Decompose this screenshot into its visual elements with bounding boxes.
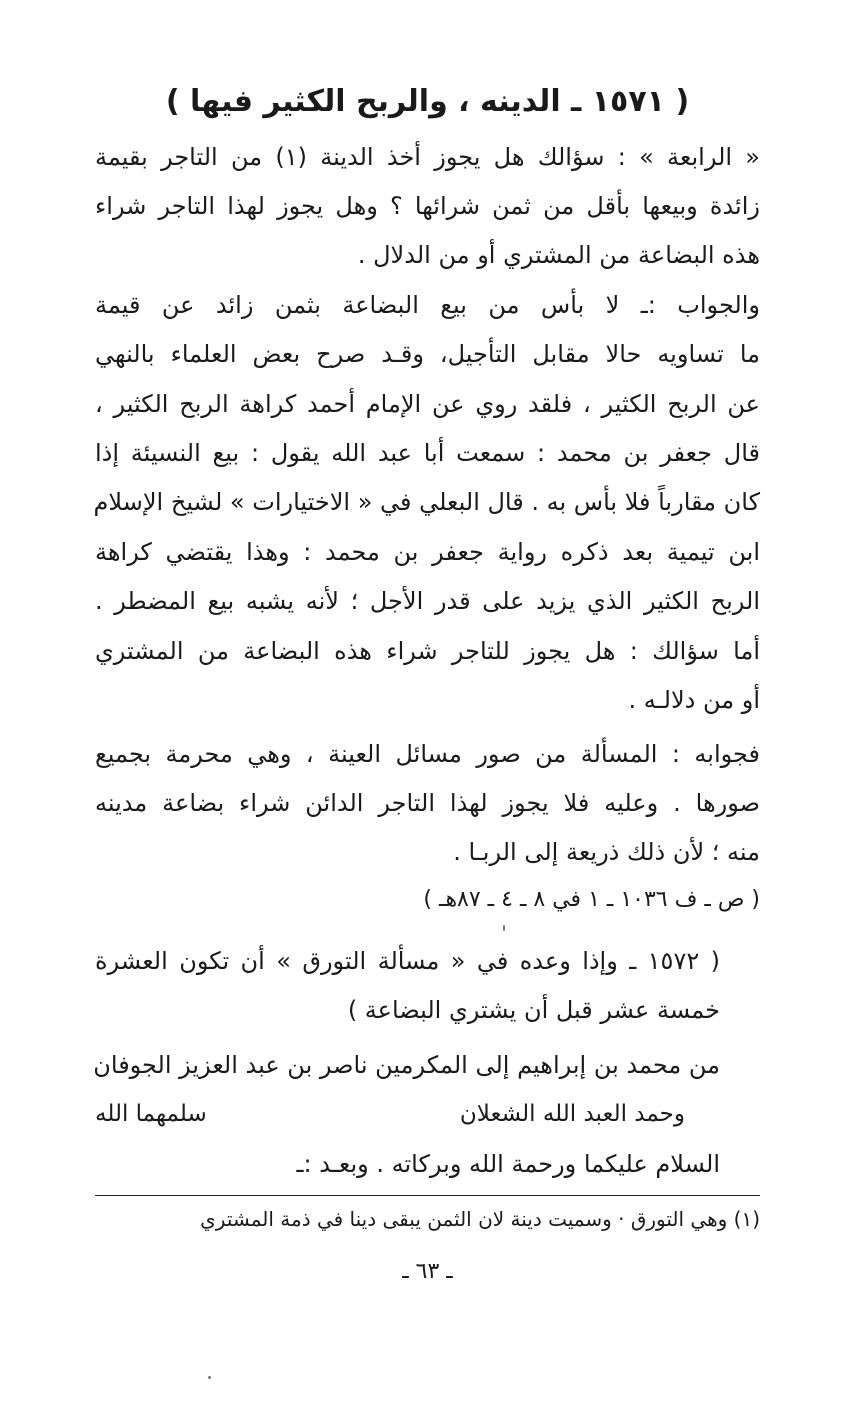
- body-line-2: زائدة وبيعها بأقل من ثمن شرائها ؟ وهل يجوز لهذا التاجر شراء: [95, 192, 760, 220]
- letter-address-line: من محمد بن إبراهيم إلى المكرمين ناصر بن عبد العزيز الجوفان: [93, 1051, 720, 1079]
- body-line-1: « الرابعة » : سؤالك هل يجوز أخذ الدينة (١) من التاجر بقيمة: [95, 143, 760, 171]
- body-line-10: الربح الكثير الذي يزيد على قدر الأجل ؛ لأنه يشبه بيع المضطر .: [95, 587, 760, 615]
- page-number: ـ ٦٣ ـ: [402, 1259, 453, 1284]
- body-line-14: صورها . وعليه فلا يجوز لهذا التاجر الدائن شراء بضاعة مدينه: [95, 789, 760, 817]
- scan-mark: [503, 925, 505, 931]
- recipient-name: وحمد العبد الله الشعلان: [459, 1101, 685, 1127]
- source-reference: ( ص ـ ف ١٠٣٦ ـ ١ في ٨ ـ ٤ ـ ٨٧هـ ): [423, 887, 760, 912]
- body-line-11: أما سؤالك : هل يجوز للتاجر شراء هذه البضاعة من المشتري: [95, 637, 760, 665]
- body-line-12: أو من دلالـه .: [628, 686, 760, 714]
- body-line-13: فجوابه : المسألة من صور مسائل العينة ، وهي محرمة بجميع: [95, 740, 760, 768]
- footnote: (١) وهي التورق · وسميت دينة لان الثمن يبقى دينا في ذمة المشتري: [200, 1207, 760, 1231]
- body-line-6: عن الربح الكثير ، فلقد روي عن الإمام أحمد كراهة الربح الكثير ،: [95, 390, 760, 418]
- salutation-line: السلام عليكما ورحمة الله وبركاته . وبعـد :ـ: [296, 1150, 720, 1178]
- recipient-greeting: سلمهما الله: [95, 1101, 207, 1127]
- body-line-7: قال جعفر بن محمد : سمعت أبا عبد الله يقول : بيع النسيئة إذا: [95, 439, 760, 467]
- section-1572-heading-line-2: خمسة عشر قبل أن يشتري البضاعة ): [347, 996, 720, 1024]
- body-line-9: ابن تيمية بعد ذكره رواية جعفر بن محمد : وهذا يقتضي كراهة: [95, 538, 760, 566]
- body-line-15: منه ؛ لأن ذلك ذريعة إلى الربـا .: [453, 838, 760, 866]
- body-line-8: كان مقارباً فلا بأس به . قال البعلي في « الاختيارات » لشيخ الإسلام: [93, 488, 760, 516]
- section-title: ( ١٥٧١ ـ الدينه ، والربح الكثير فيها ): [165, 84, 690, 119]
- body-line-5: ما تساويه حالا مقابل التأجيل، وقـد صرح بعض العلماء بالنهي: [95, 340, 760, 368]
- footnote-divider: [95, 1195, 760, 1196]
- scan-speck: [208, 1376, 211, 1379]
- body-line-3: هذه البضاعة من المشتري أو من الدلال .: [357, 241, 760, 269]
- body-line-4: والجواب :ـ لا بأس من بيع البضاعة بثمن زائد عن قيمة: [95, 291, 760, 319]
- section-1572-heading-line-1: ( ١٥٧٢ ـ وإذا وعده في « مسألة التورق » أن تكون العشرة: [95, 947, 720, 975]
- letter-recipients-row: [95, 1094, 685, 1134]
